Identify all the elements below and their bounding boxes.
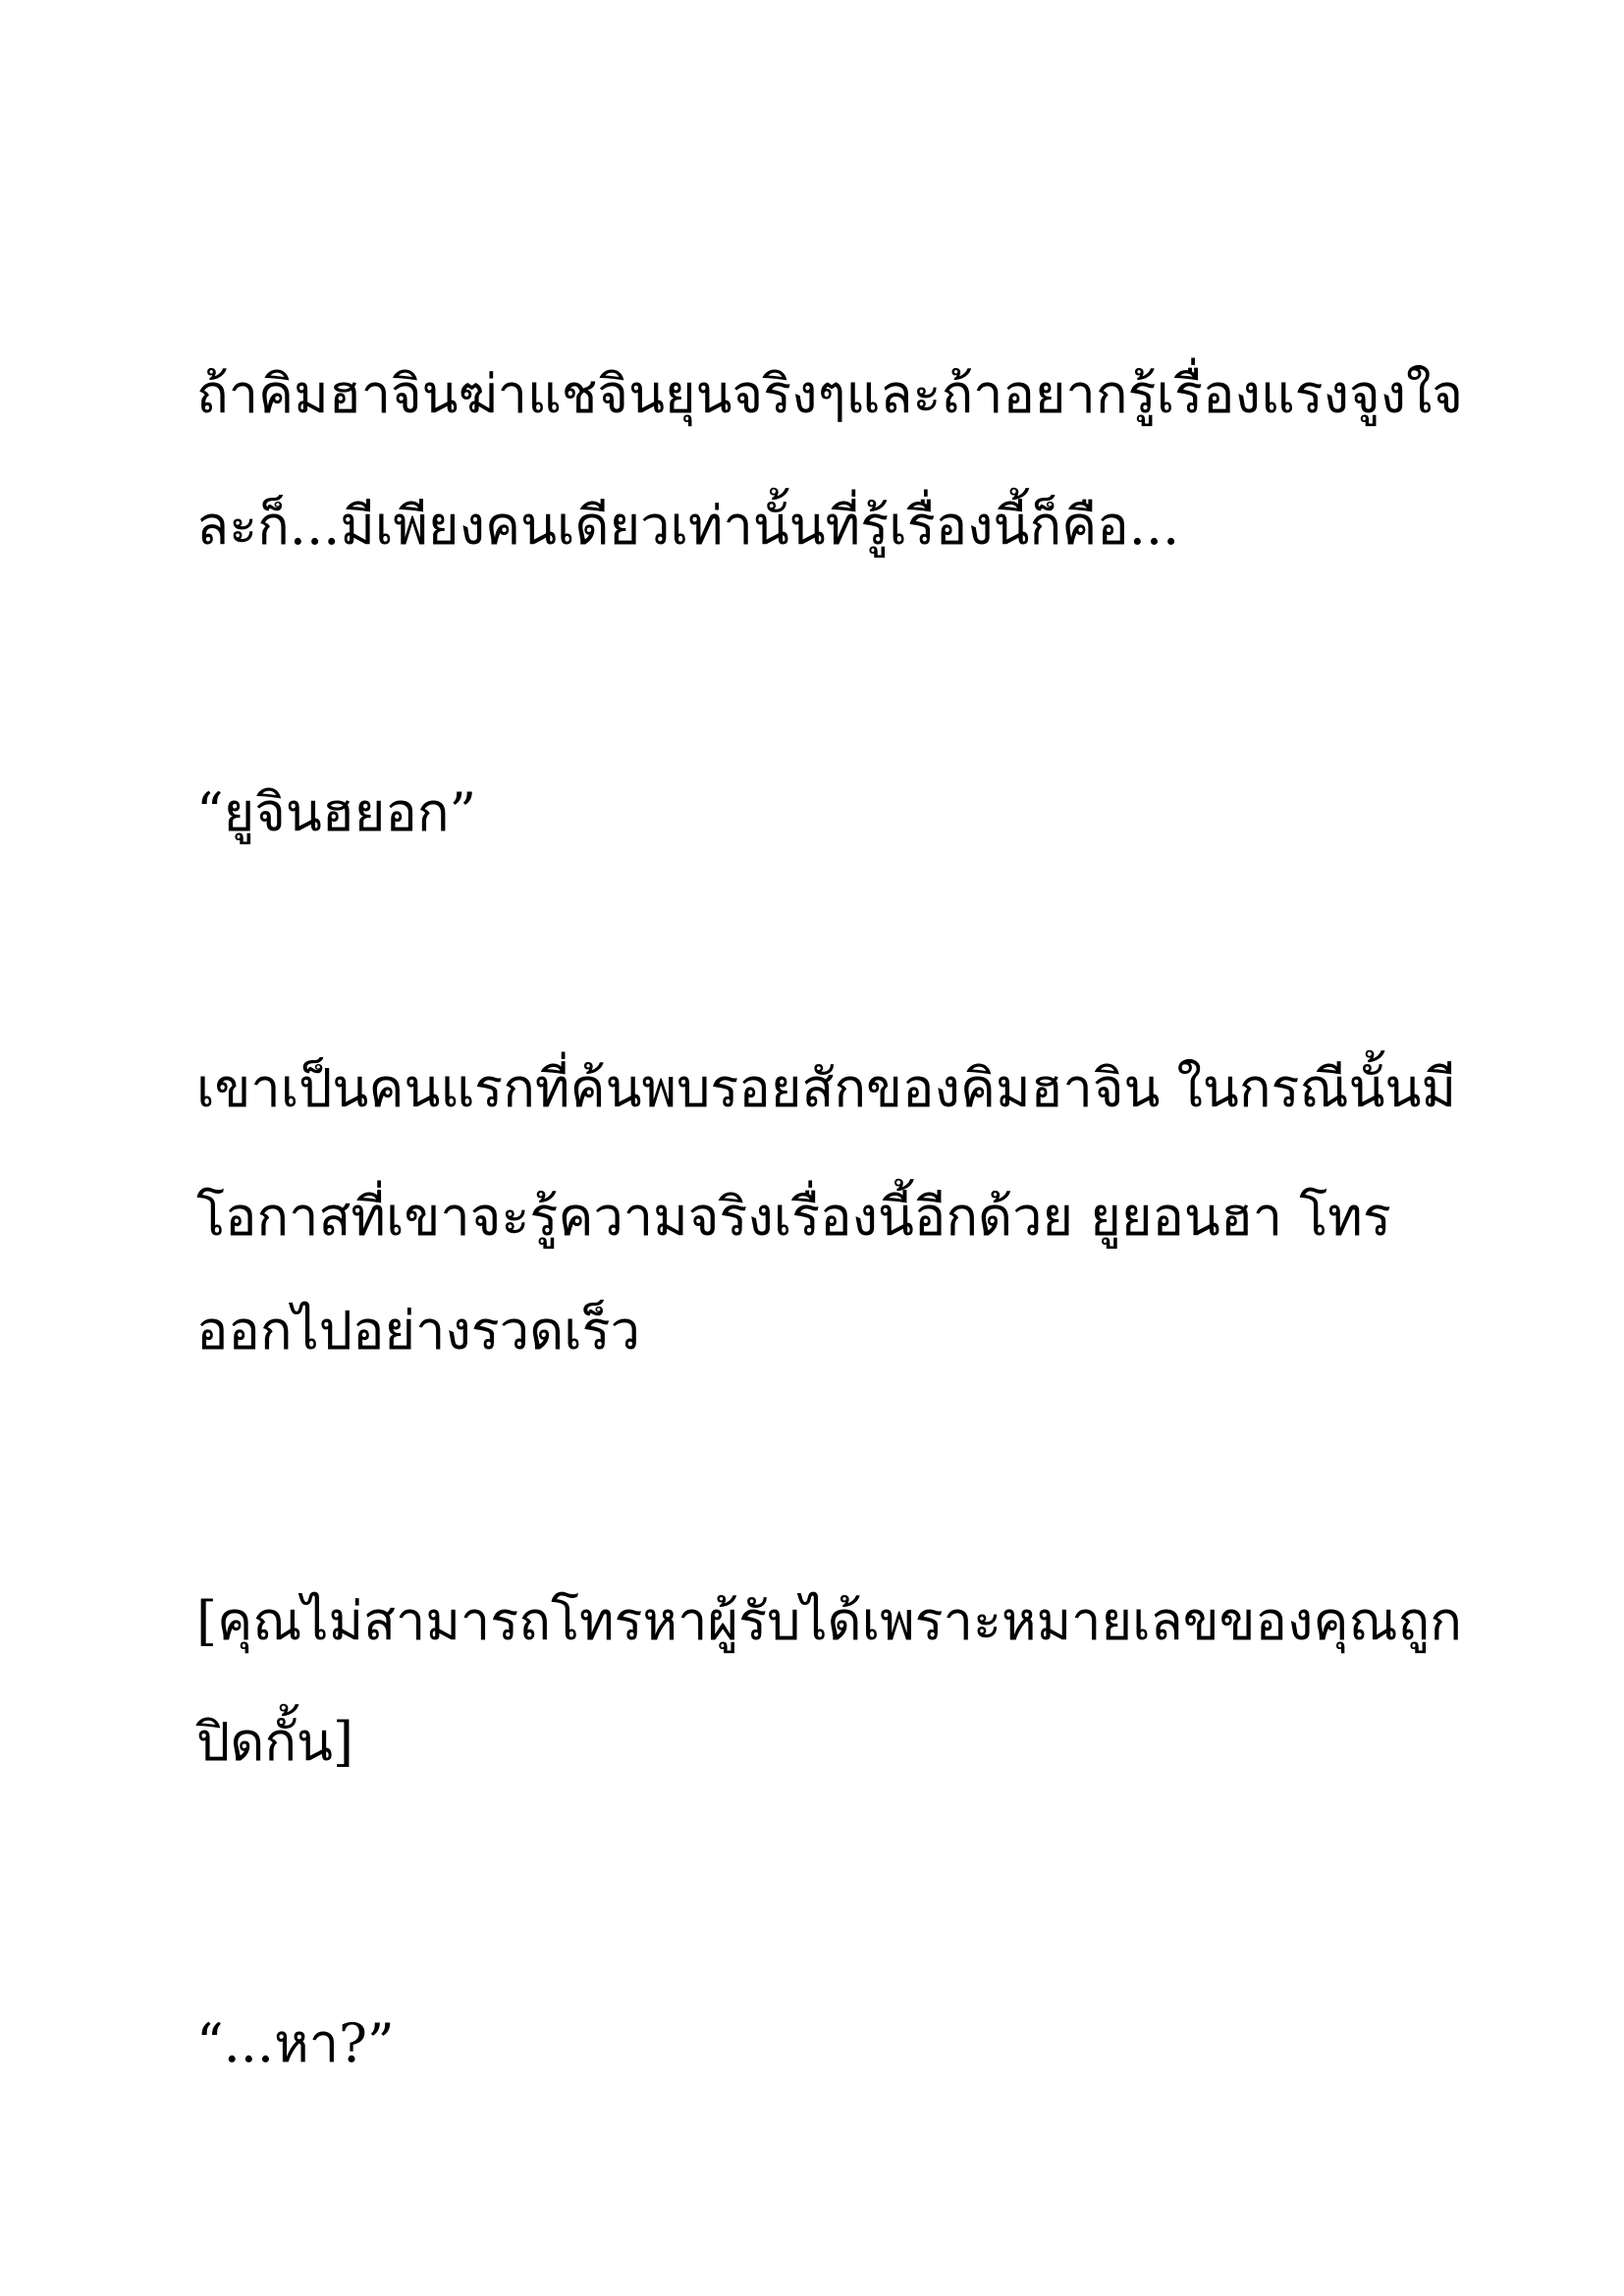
paragraph-line: ถ้าคิมฮาจินฆ่าแชจินยุนจริงๆและถ้าอยากรู้เรื่องแรงจูงใจ	[196, 363, 1464, 425]
dialogue-line: “...หา?”	[196, 2012, 395, 2074]
paragraph-line: เขาเป็นคนแรกที่ค้นพบรอยสักของคิมฮาจิน ในกรณีนั้นมี	[196, 1057, 1457, 1119]
system-message-line: ปิดกั้น]	[196, 1711, 354, 1773]
system-message-line: [คุณไม่สามารถโทรหาผู้รับได้เพราะหมายเลขของคุณถูก	[196, 1590, 1462, 1652]
paragraph-line: ออกไปอย่างรวดเร็ว	[196, 1300, 640, 1362]
paragraph-line: ละก็...มีเพียงคนเดียวเท่านั้นที่รู้เรื่องนี้ก็คือ...	[196, 495, 1180, 557]
paragraph-line: โอกาสที่เขาจะรู้ความจริงเรื่องนี้อีกด้วย ยูยอนฮา โทร	[196, 1186, 1391, 1248]
dialogue-line: “ยูจินฮยอก”	[196, 781, 477, 843]
